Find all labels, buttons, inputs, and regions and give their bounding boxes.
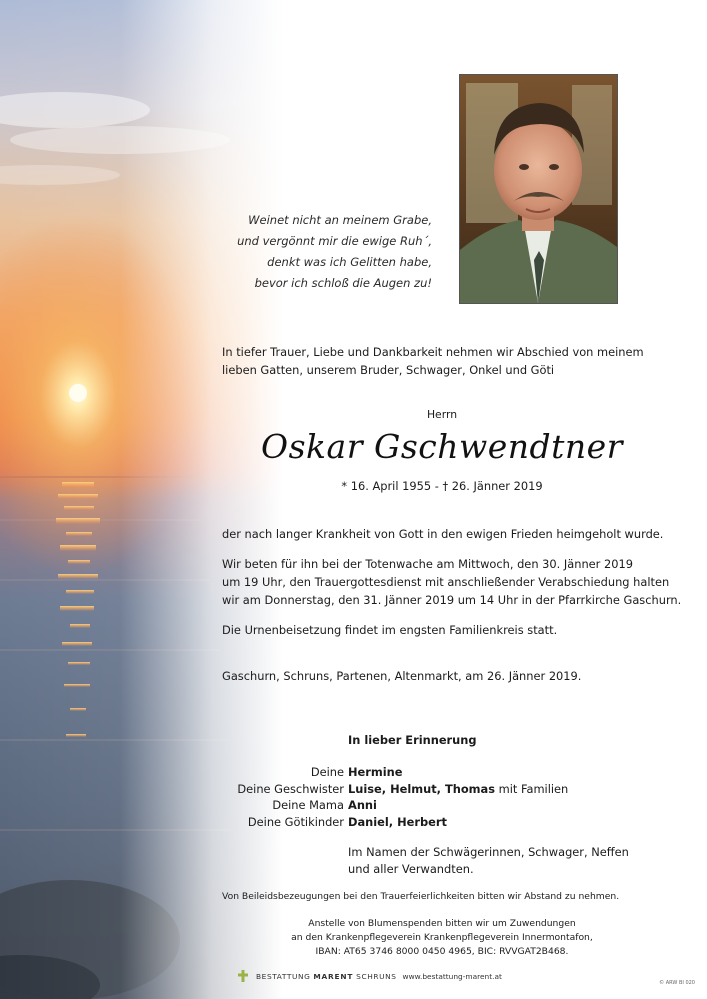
- salutation: Herrn: [426, 408, 458, 421]
- portrait-image: [460, 75, 617, 303]
- service-line: Wir beten für ihn bei der Totenwache am Mittwoch, den 30. Jänner 2019: [222, 557, 633, 571]
- relatives-note: [348, 844, 629, 878]
- mourner-row: [200, 764, 680, 781]
- poem: [202, 210, 432, 294]
- donation-line: IBAN: AT65 3746 8000 0450 4965, BIC: RVVGAT2B468.: [315, 946, 569, 957]
- burial-line: Die Urnenbeisetzung findet im engsten Familienkreis statt.: [222, 623, 558, 637]
- funeral-home-website: www.bestattung-marent.at: [402, 971, 502, 981]
- relatives-line: Im Namen der Schwägerinnen, Schwager, Neffen: [348, 845, 629, 859]
- poem-line: bevor ich schloß die Augen zu!: [254, 276, 432, 290]
- deceased-name: Oskar Gschwendtner: [261, 427, 623, 466]
- mourner-names: [348, 797, 377, 814]
- portrait-photo: [459, 74, 618, 304]
- service-line: um 19 Uhr, den Trauergottesdienst mit anschließender Verabschiedung halten: [222, 575, 670, 589]
- mourner-names: [348, 764, 402, 781]
- poem-line: und vergönnt mir die ewige Ruh´,: [237, 234, 432, 248]
- passing-line: der nach langer Krankheit von Gott in den ewigen Frieden heimgeholt wurde.: [222, 527, 664, 541]
- passing-text: [222, 525, 672, 543]
- intro-line: In tiefer Trauer, Liebe und Dankbarkeit nehmen wir Abschied von meinem: [222, 345, 644, 359]
- mourner-row: [200, 797, 680, 814]
- donation-line: an den Krankenpflegeverein Krankenpflegeverein Innermontafon,: [291, 932, 593, 943]
- place-date-text: [222, 667, 672, 685]
- service-line: wir am Donnerstag, den 31. Jänner 2019 um 14 Uhr in der Pfarrkirche Gaschurn.: [222, 593, 682, 607]
- donation-line: Anstelle von Blumenspenden bitten wir um Zuwendungen: [308, 918, 576, 929]
- mourner-relation: Deine: [310, 765, 344, 779]
- place-date-line: Gaschurn, Schruns, Partenen, Altenmarkt, am 26. Jänner 2019.: [222, 669, 582, 683]
- mourner-names-bold: Luise, Helmut, Thomas: [348, 781, 495, 796]
- service-text: [222, 555, 682, 609]
- mourner-names-bold: Anni: [348, 798, 377, 812]
- cross-logo-icon: [236, 969, 250, 983]
- mourner-row: [200, 781, 680, 798]
- life-dates: * 16. April 1955 - † 26. Jänner 2019: [341, 479, 543, 493]
- mourner-row: [200, 814, 680, 831]
- mourner-suffix: mit Familien: [495, 781, 569, 796]
- mourner-relation: Deine Mama: [272, 798, 344, 812]
- mourners-list: [200, 764, 680, 830]
- mourner-names-bold: Daniel, Herbert: [348, 814, 447, 829]
- print-code: © ARW BI 020: [659, 980, 695, 986]
- mourner-relation: Deine Geschwister: [237, 781, 344, 796]
- condolence-note: Von Beileidsbezeugungen bei den Trauerfeierlichkeiten bitten wir Abstand zu nehmen.: [222, 891, 620, 902]
- poem-line: denkt was ich Gelitten habe,: [267, 255, 432, 269]
- brand-place: SCHRUNS: [356, 971, 397, 981]
- relatives-line: und aller Verwandten.: [348, 862, 474, 876]
- funeral-home-footer: [236, 969, 502, 983]
- brand-prefix: BESTATTUNG: [256, 971, 311, 981]
- funeral-home-brand: [256, 972, 397, 981]
- intro-text: [222, 343, 662, 379]
- brand-name: MARENT: [313, 971, 354, 981]
- mourner-relation: Deine Götikinder: [247, 814, 344, 829]
- burial-text: [222, 621, 672, 639]
- mourner-names: [348, 781, 568, 798]
- poem-line: Weinet nicht an meinem Grabe,: [248, 213, 432, 227]
- mourner-names-bold: Hermine: [348, 765, 403, 779]
- donation-note: [222, 917, 662, 959]
- mourner-names: [348, 814, 447, 831]
- memory-heading: In lieber Erinnerung: [348, 733, 477, 747]
- intro-line: lieben Gatten, unserem Bruder, Schwager, Onkel und Göti: [222, 363, 555, 377]
